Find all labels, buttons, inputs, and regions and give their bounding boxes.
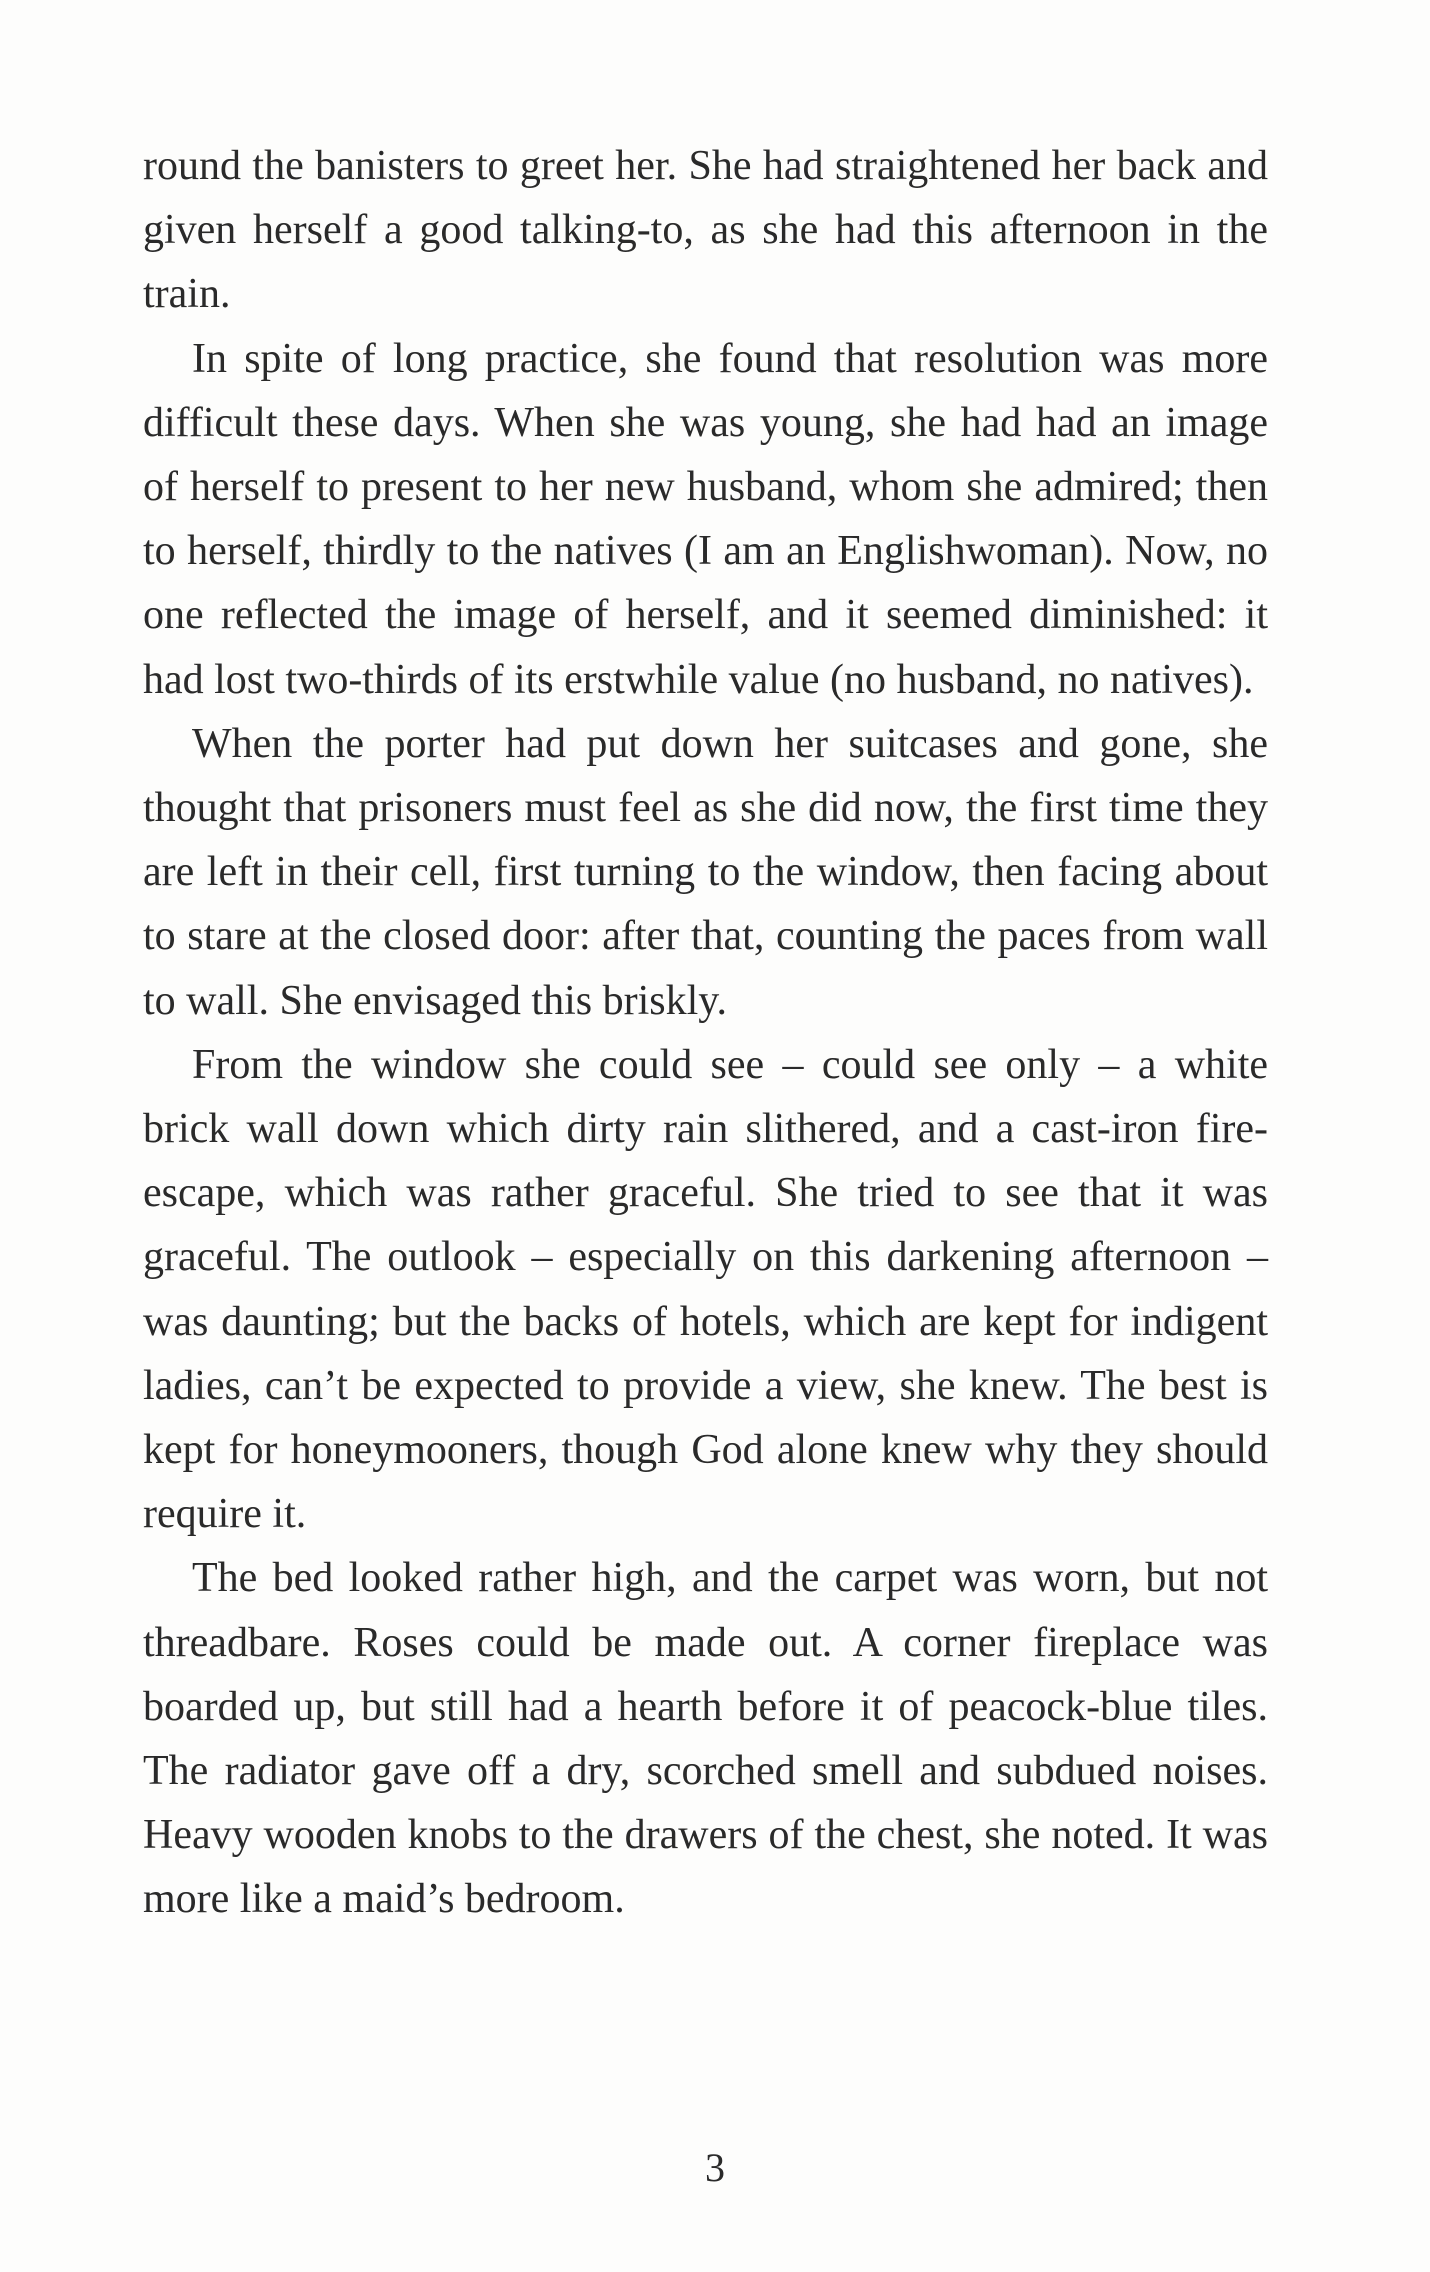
paragraph-4: From the window she could see – could see only – a white brick wall down which dirty rain slithered, and a cast-iron fire-escape, which was rather graceful. She tried to see that it was graceful. The outlook – especially on this darkening afternoon – was daunting; but the backs of hotels, which are kept for indigent ladies, can’t be expected to provide a view, she knew. The best is kept for honeymooners, though God alone knew why they should require it. xyxy=(143,1041,1268,1538)
paragraph-1: round the banisters to greet her. She had straightened her back and given herself a good talking-to, as she had this afternoon in the train. xyxy=(143,143,1268,318)
body-text xyxy=(143,134,1268,1932)
paragraph-2: In spite of long practice, she found that resolution was more difficult these days. When she was young, she had had an image of herself to present to her new husband, whom she admired; then to herself, thirdly to the natives (I am an Englishwoman). Now, no one reflected the image of herself, and it seemed diminished: it had lost two-thirds of its erstwhile value (no husband, no natives). xyxy=(143,335,1268,703)
paragraph-5: The bed looked rather high, and the carpet was worn, but not threadbare. Roses could be made out. A corner fireplace was boarded up, but still had a hearth before it of peacock-blue tiles. The radiator gave off a dry, scorched smell and subdued noises. Heavy wooden knobs to the drawers of the chest, she noted. It was more like a maid’s bedroom. xyxy=(143,1555,1268,1923)
paragraph-3: When the porter had put down her suitcases and gone, she thought that prisoners must feel as she did now, the first time they are left in their cell, first turning to the window, then facing about to stare at the closed door: after that, counting the paces from wall to wall. She envisaged this briskly. xyxy=(143,720,1268,1024)
page-number: 3 xyxy=(705,2145,725,2190)
